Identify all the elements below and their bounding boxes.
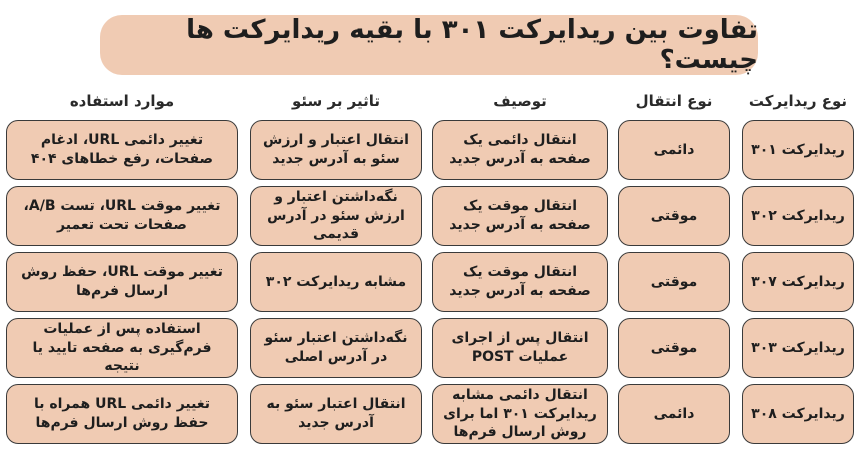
cell-seo-impact: انتقال اعتبار سئو به آدرس جدید — [250, 384, 422, 444]
cell-use-cases: تغییر دائمی URL همراه با حفظ روش ارسال فرم‌ها — [6, 384, 238, 444]
header-transfer-type: نوع انتقال — [635, 92, 713, 110]
cell-use-cases: تغییر موقت URL، حفظ روش ارسال فرم‌ها — [6, 252, 238, 312]
table-row — [0, 120, 858, 180]
cell-transfer-type: دائمی — [618, 120, 730, 180]
cell-transfer-type: موقتی — [618, 318, 730, 378]
cell-description: انتقال موقت یک صفحه به آدرس جدید — [432, 252, 608, 312]
table-row — [0, 186, 858, 246]
page-title: تفاوت بین ریدایرکت ۳۰۱ با بقیه ریدایرکت ها چیست؟ — [100, 15, 758, 75]
cell-description: انتقال پس از اجرای عملیات POST — [432, 318, 608, 378]
table-row — [0, 252, 858, 312]
header-redirect-type: نوع ریدایرکت — [748, 92, 848, 110]
header-use-cases: موارد استفاده — [69, 92, 175, 110]
cell-description: انتقال دائمی مشابه ریدایرکت ۳۰۱ اما برای روش ارسال فرم‌ها — [432, 384, 608, 444]
cell-redirect-type: ریدایرکت ۳۰۸ — [742, 384, 854, 444]
cell-description: انتقال دائمی یک صفحه به آدرس جدید — [432, 120, 608, 180]
cell-transfer-type: موقتی — [618, 186, 730, 246]
cell-transfer-type: دائمی — [618, 384, 730, 444]
cell-redirect-type: ریدایرکت ۳۰۷ — [742, 252, 854, 312]
table-header — [0, 88, 858, 114]
cell-seo-impact: انتقال اعتبار و ارزش سئو به آدرس جدید — [250, 120, 422, 180]
cell-description: انتقال موقت یک صفحه به آدرس جدید — [432, 186, 608, 246]
table-row — [0, 318, 858, 378]
cell-redirect-type: ریدایرکت ۳۰۱ — [742, 120, 854, 180]
cell-seo-impact: نگه‌داشتن اعتبار سئو در آدرس اصلی — [250, 318, 422, 378]
cell-redirect-type: ریدایرکت ۳۰۲ — [742, 186, 854, 246]
cell-redirect-type: ریدایرکت ۳۰۳ — [742, 318, 854, 378]
header-description: توصیف — [493, 92, 547, 110]
cell-use-cases: استفاده پس از عملیات فرم‌گیری به صفحه تایید یا نتیجه — [6, 318, 238, 378]
cell-seo-impact: مشابه ریدایرکت ۳۰۲ — [250, 252, 422, 312]
table-row — [0, 384, 858, 444]
cell-use-cases: تغییر موقت URL، تست A/B، صفحات تحت تعمیر — [6, 186, 238, 246]
header-seo-impact: تاثیر بر سئو — [291, 92, 381, 110]
cell-transfer-type: موقتی — [618, 252, 730, 312]
cell-use-cases: تغییر دائمی URL، ادغام صفحات، رفع خطاهای ۴۰۴ — [6, 120, 238, 180]
cell-seo-impact: نگه‌داشتن اعتبار و ارزش سئو در آدرس قدیمی — [250, 186, 422, 246]
